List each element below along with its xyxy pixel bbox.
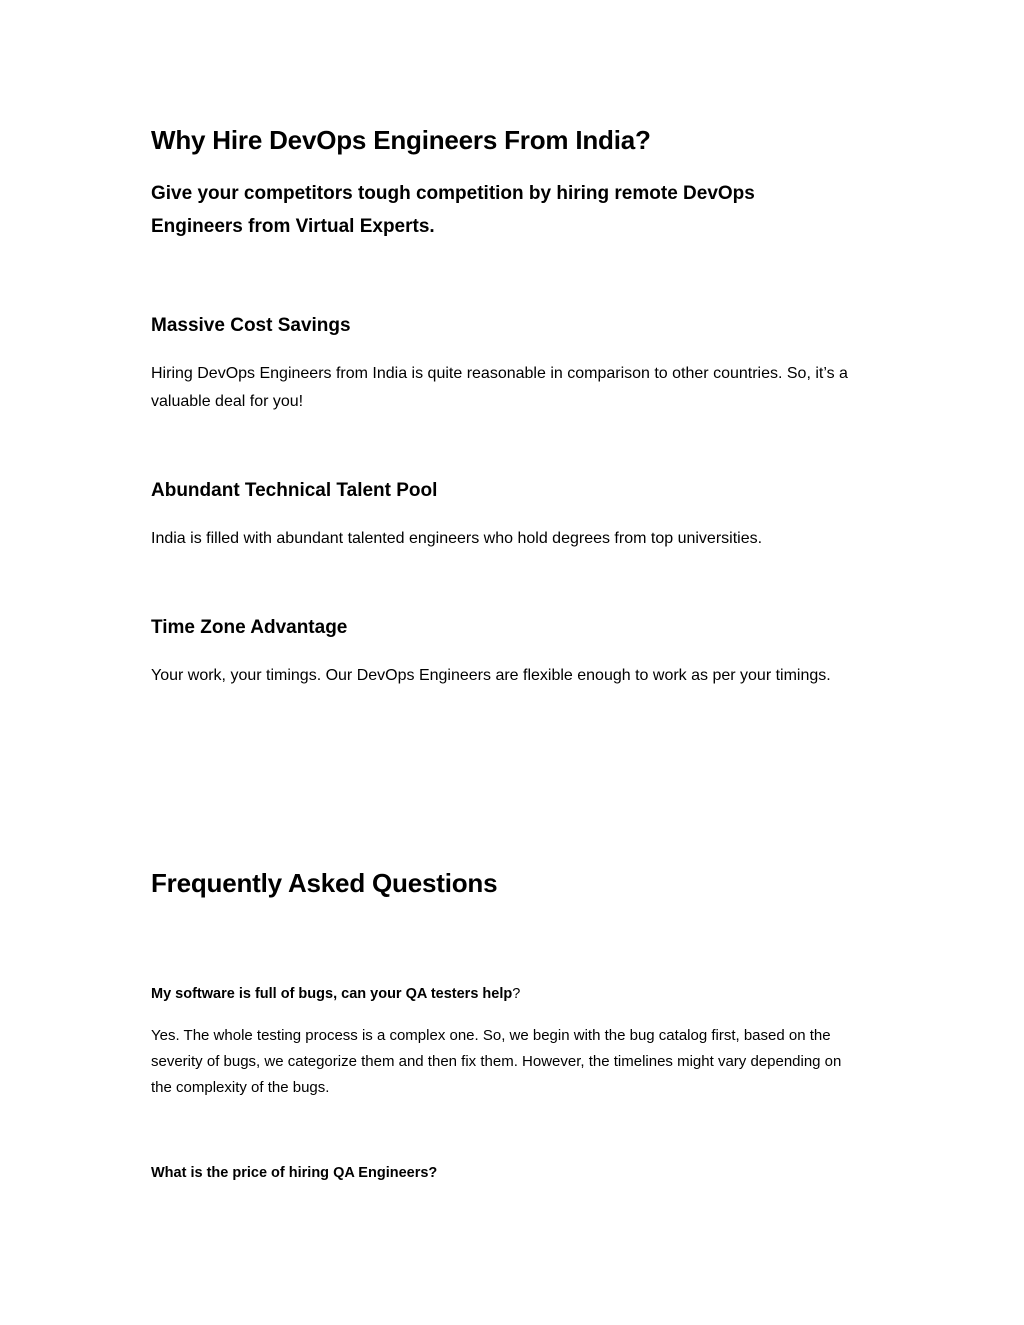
faq-question-mark: ? xyxy=(512,986,521,1002)
benefit-text-time-zone: Your work, your timings. Our DevOps Engineers are flexible enough to work as per your timings. xyxy=(151,667,831,684)
benefit-heading-talent-pool: Abundant Technical Talent Pool xyxy=(151,480,438,501)
faq-title: Frequently Asked Questions xyxy=(151,868,498,898)
benefit-text-cost-savings: Hiring DevOps Engineers from India is quite reasonable in comparison to other countries. So, it’s a valuable deal for you! xyxy=(151,365,848,410)
faq-question xyxy=(151,984,520,1004)
faq-question: What is the price of hiring QA Engineers? xyxy=(151,1165,438,1181)
faq-question-text: My software is full of bugs, can your QA testers help xyxy=(151,986,513,1002)
page-title: Why Hire DevOps Engineers From India? xyxy=(151,125,651,155)
benefit-heading-cost-savings: Massive Cost Savings xyxy=(151,315,351,336)
faq-answer: Yes. The whole testing process is a complex one. So, we begin with the bug catalog first, based on the severity of bugs, we categorize them and then fix them. However, the timelines might vary depending on the complexity of the bugs. xyxy=(151,1027,842,1096)
page-subtitle: Give your competitors tough competition by hiring remote DevOps Engineers from Virtual Experts. xyxy=(151,183,755,237)
benefit-text-talent-pool: India is filled with abundant talented engineers who hold degrees from top universities. xyxy=(151,530,763,547)
benefit-heading-time-zone: Time Zone Advantage xyxy=(151,617,348,638)
